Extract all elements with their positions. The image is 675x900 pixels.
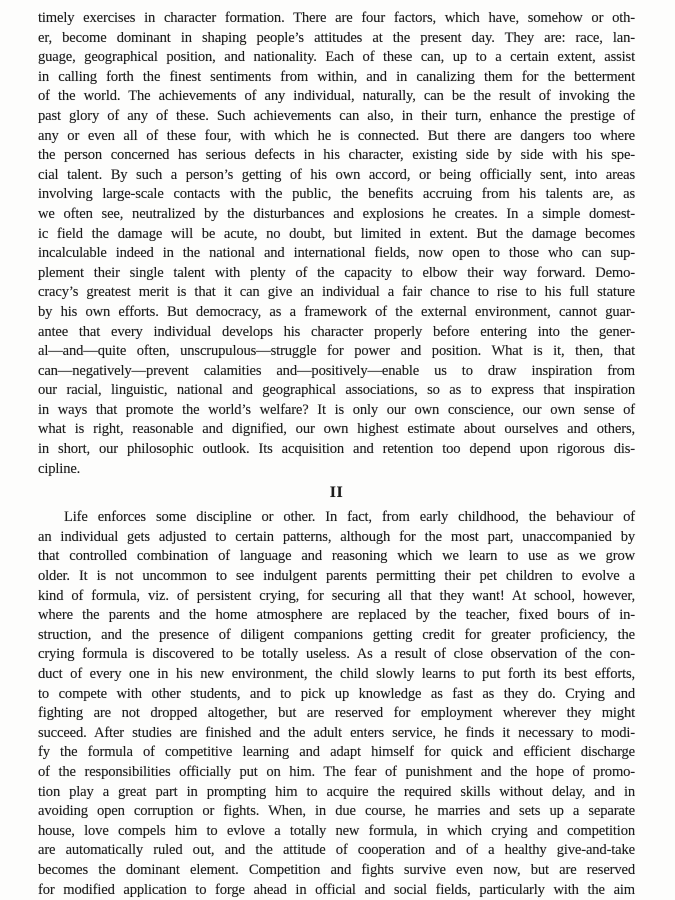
- text-line: where the parents and the home atmosphere are replaced by the teacher, fixed bours of in-: [38, 607, 635, 624]
- text-content: [38, 9, 635, 900]
- text-line: that controlled combination of language and reasoning which we learn to use as we grow: [38, 548, 635, 565]
- text-line: fy the formula of competitive learning and adapt himself for quick and efficient discharge: [38, 744, 635, 761]
- text-line: older. It is not uncommon to see indulgent parents permitting their pet children to evolve a: [38, 568, 635, 585]
- text-line: in calling forth the finest sentiments from within, and in canalizing them for the betterment: [38, 68, 635, 85]
- text-line: succeed. After studies are finished and the adult enters service, he finds it necessary to modi-: [38, 724, 635, 741]
- text-line: crying formula is discovered to be totally useless. As a result of close observation of the con-: [38, 646, 635, 663]
- text-line: house, love compels him to evlove a totally new formula, in which crying and competition: [38, 822, 635, 839]
- text-line: ic field the damage will be acute, no doubt, but limited in extent. But the damage becomes: [38, 225, 635, 242]
- text-line: plement their single talent with plenty of the capacity to elbow their way forward. Demo-: [38, 264, 635, 281]
- text-line: kind of formula, viz. of persistent crying, for securing all that they want! At school, however,: [38, 587, 635, 604]
- text-line: becomes the dominant element. Competition and fights survive even now, but are reserved: [38, 861, 635, 878]
- text-line: what is right, reasonable and dignified, our own highest estimate about ourselves and others,: [38, 421, 635, 438]
- text-line: involving large-scale contacts with the public, the benefits accruing from his talents are, as: [38, 186, 635, 203]
- text-line: of the responsibilities officially put on him. The fear of punishment and the hope of promo-: [38, 763, 635, 780]
- text-line: by his own efforts. But democracy, as a framework of the external environment, cannot guar-: [38, 303, 635, 320]
- text-line: for modified application to forge ahead in official and social fields, particularly with the aim: [38, 881, 635, 898]
- text-line: of the world. The achievements of any individual, naturally, can be the result of invoking the: [38, 88, 635, 105]
- text-line: we often see, neutralized by the disturbances and explosions he creates. In a simple domest-: [38, 205, 635, 222]
- text-line: er, become dominant in shaping people’s attitudes at the present day. They are: race, lan-: [38, 29, 635, 46]
- text-line: duct of every one in his new environment, the child slowly learns to put forth its best efforts,: [38, 666, 635, 682]
- text-line: can—negatively—prevent calamities and—positively—enable us to draw inspiration from: [38, 362, 635, 379]
- text-line: any or even all of these four, with which he is connected. But there are dangers too where: [38, 127, 635, 144]
- text-line: cracy’s greatest merit is that it can give an individual a fair chance to rise to his full stature: [38, 284, 635, 301]
- text-line: our racial, linguistic, national and geographical associations, so as to express that inspiration: [38, 382, 635, 399]
- paragraph-1: [38, 9, 635, 479]
- text-line: avoiding open corruption or fights. When, in due course, he marries and sets up a separate: [38, 803, 635, 820]
- text-line: antee that every individual develops his character properly before entering into the gener-: [38, 323, 635, 340]
- text-line: tion play a great part in prompting him to acquire the required skills without delay, and in: [38, 783, 635, 800]
- text-line: cipline.: [38, 460, 81, 477]
- text-line: cial talent. By such a person’s getting of his own accord, or being officially sent, into areas: [38, 166, 635, 183]
- section-heading: II: [329, 484, 344, 502]
- text-line: an individual gets adjusted to certain patterns, although for the most part, unaccompanied by: [38, 528, 635, 545]
- text-line: are automatically ruled out, and the attitude of cooperation and of a healthy give-and-take: [38, 842, 635, 859]
- paragraph-2: [38, 508, 635, 900]
- text-line: timely exercises in character formation. There are four factors, which have, somehow or oth-: [38, 10, 635, 26]
- text-line: past glory of any of these. Such achievements can also, in their turn, enhance the prestige of: [38, 107, 635, 124]
- text-line: al—and—quite often, unscrupulous—struggle for power and position. What is it, then, that: [38, 343, 635, 360]
- text-line: incalculable indeed in the national and international fields, now open to those who can sup-: [38, 245, 635, 262]
- text-line: fighting are not dropped altogether, but are reserved for employment wherever they might: [38, 705, 635, 722]
- text-line: in ways that promote the world’s welfare? It is only our own conscience, our own sense of: [38, 401, 635, 418]
- text-line: to compete with other students, and to pick up knowledge as fast as they do. Crying and: [38, 685, 635, 702]
- text-line: Life enforces some discipline or other. In fact, from early childhood, the behaviour of: [64, 509, 635, 526]
- text-line: struction, and the presence of diligent companions getting credit for greater proficiency, the: [38, 626, 635, 643]
- text-line: guage, geographical position, and nationality. Each of these can, up to a certain extent, assist: [38, 49, 635, 66]
- text-line: the person concerned has serious defects in his character, existing side by side with his spe-: [38, 147, 635, 164]
- text-line: in short, our philosophic outlook. Its acquisition and retention too depend upon rigorous dis-: [38, 441, 635, 458]
